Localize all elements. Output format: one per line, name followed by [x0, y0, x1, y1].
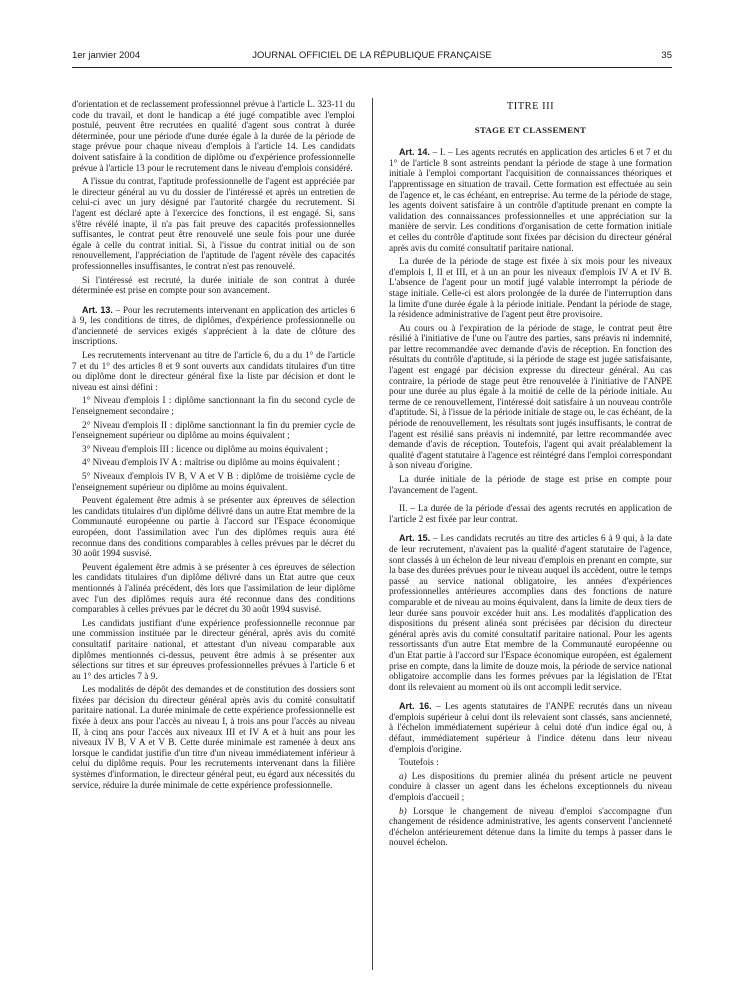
list-letter: b): [399, 806, 407, 817]
article-14-label: Art. 14.: [399, 147, 430, 158]
paragraph: Toutefois :: [399, 758, 439, 769]
page-header: [72, 50, 672, 64]
page-number: 35: [661, 50, 672, 61]
article-13: [72, 305, 355, 348]
section-title: TITRE III: [506, 101, 555, 112]
header-date: 1er janvier 2004: [72, 50, 141, 61]
paragraph: Peuvent également être admis à se présenter aux épreuves de sélection les candidats titulaires d'un diplôme délivré dans un autre Etat membre de la Communauté européenne ou partie à l'accord sur l'Espace économique européen, dont l'assimilation avec l'un des diplômes requis aura été reconnue dans des conditions comparables à celles prévues par le décret du 30 août 1994 susvisé.: [72, 496, 355, 560]
paragraph: Si l'intéressé est recruté, la durée initiale de son contrat à durée déterminée est prise en compte pour son avancement.: [72, 275, 355, 297]
list-item: 1° Niveau d'emplois I : diplôme sanctionnant la fin du second cycle de l'enseignement secondaire ;: [72, 396, 355, 418]
left-column: [72, 100, 355, 970]
article-15-label: Art. 15.: [399, 533, 431, 544]
paragraph: Les candidats justifiant d'une expérience professionnelle reconnue par une commission instituée par le directeur général, après avis du comité consultatif paritaire national, et attestant d'un niveau comparable aux diplômes mentionnés ci-dessus, peuvent être admis à se présenter aux sélections sur titres et sur épreuves professionnelles prévues à l'article 6 et au 1° des articles 7 à 9.: [72, 618, 355, 682]
article-16: [389, 701, 672, 755]
header-rule: [72, 67, 672, 68]
article-14: [389, 147, 672, 254]
list-item: 2° Niveau d'emplois II : diplôme sanctionnant la fin du premier cycle de l'enseignement supérieur ou diplôme au moins équivalent ;: [72, 420, 355, 442]
list-item-text: Les dispositions du premier alinéa du présent article ne peuvent conduire à classer un agent dans les échelons exceptionnels du niveau d'emplois d'accueil ;: [389, 771, 672, 804]
journal-title: JOURNAL OFFICIEL DE LA RÉPUBLIQUE FRANÇAISE: [252, 50, 492, 61]
paragraph: II. – La durée de la période d'essai des agents recrutés en application de l'article 2 est fixée par leur contrat.: [389, 504, 672, 525]
article-16-label: Art. 16.: [399, 701, 432, 712]
paragraph: A l'issue du contrat, l'aptitude professionnelle de l'agent est appréciée par le directeur général au vu du dossier de l'intéressé et après un entretien de celui-ci avec un jury désigné par l'autorité chargée du recrutement. Si l'agent est déclaré apte à l'exercice des fonctions, il est engagé. Si, sans s'être révélé inapte, il n'a pas fait preuve des capacités professionnelles suffisantes, le contrat peut être renouvelé une seule fois pour une durée égale à celle du contrat initial. Si, à l'issue du contrat initial ou de son renouvellement, l'appréciation de l'aptitude de l'agent révèle des capacités professionnelles insuffisantes, le contrat n'est pas renouvelé.: [72, 177, 355, 272]
list-item: 4° Niveau d'emplois IV A : maîtrise ou diplôme au moins équivalent ;: [82, 458, 340, 469]
right-column: [389, 100, 672, 970]
column-divider: [372, 98, 373, 970]
list-item: 5° Niveaux d'emplois IV B, V A et V B : diplôme de troisième cycle de l'enseignement supérieur ou diplôme au moins équivalent.: [72, 472, 355, 493]
list-item: [389, 807, 672, 849]
list-letter: a): [399, 771, 407, 782]
article-13-text: – Pour les recrutements intervenant en application des articles 6 à 9, les conditions de titres, de diplômes, d'expérience professionnelle ou d'ancienneté de services exigés s'apprécient à la date de clôture des inscriptions.: [72, 305, 355, 348]
list-item: [389, 772, 672, 804]
article-15: [389, 533, 672, 693]
list-item: 3° Niveau d'emplois III : licence ou diplôme au moins équivalent ;: [82, 444, 329, 455]
list-item-text: Lorsque le changement de niveau d'emploi s'accompagne d'un changement de résidence administrative, les agents conservent l'ancienneté d'échelon antérieurement détenue dans la limite du temps à passer dans le nouvel échelon.: [389, 806, 672, 849]
article-14-text: – I. – Les agents recrutés en application des articles 6 et 7 et du 1° de l'article 8 sont astreints pendant la période de stage à une formation initiale à l'emploi comportant l'acquisition de connaissances théoriques et l'apprentissage en situation de travail. Cette formation est effectuée au sein de l'agence et, le cas échéant, en entreprise. Au terme de la période de stage, les agents doivent satisfaire à un contrôle d'aptitude prenant en compte la validation des connaissances professionnelles et une appréciation sur la manière de servir. Les conditions d'organisation de cette formation initiale et celles du contrôle d'aptitude sont fixées par décision du directeur général après avis du comité consultatif paritaire national.: [389, 148, 672, 254]
paragraph: Les modalités de dépôt des demandes et de constitution des dossiers sont fixées par décision du directeur général après avis du comité consultatif paritaire national. La durée minimale de cette expérience professionnelle est fixée à deux ans pour l'accès au niveau I, à trois ans pour l'accès au niveau II, à cinq ans pour l'accès aux niveaux III et IV A et à huit ans pour les niveaux IV B, V A et V B. Cette durée minimale est ramenée à deux ans lorsque le candidat justifie d'un titre d'un niveau immédiatement inférieur à celui du diplôme requis. Pour les recrutements intervenant dans la filière systèmes d'information, le directeur général peut, eu égard aux nécessités du service, réduire la durée minimale de cette expérience professionnelle.: [72, 685, 355, 791]
paragraph: Peuvent également être admis à se présenter à ces épreuves de sélection les candidats titulaires d'un diplôme délivré dans un Etat autre que ceux mentionnés à l'alinéa précédent, dès lors que l'assimilation de leur diplôme avec l'un des diplômes requis aura été reconnue dans des conditions comparables à celles prévues par le décret du 30 août 1994 susvisé.: [72, 562, 355, 616]
paragraph: Au cours ou à l'expiration de la période de stage, le contrat peut être résilié à l'initiative de l'une ou l'autre des parties, sans préavis ni indemnité, par lettre recommandée avec demande d'avis de réception. En fonction des résultats du contrôle d'aptitude, si la période de stage est jugée satisfaisante, l'agent est engagé par décision expresse du directeur général. Au cas contraire, la période de stage peut être renouvelée à l'initiative de l'ANPE pour une durée au plus égale à la moitié de celle de la période initiale. Au terme de ce renouvellement, l'intéressé doit satisfaire à un nouveau contrôle d'aptitude. Si, à l'issue de la période initiale de stage ou, le cas échéant, de la période de renouvellement, les résultats sont jugés insuffisants, le contrat de l'agent est résilié sans préavis ni indemnité, par lettre recommandée avec demande d'avis de réception. Toutefois, l'agent qui avait préalablement la qualité d'agent statutaire à l'agence est réintégré dans l'emploi correspondant à son niveau d'origine.: [389, 323, 672, 472]
article-13-label: Art. 13.: [82, 304, 113, 315]
paragraph: d'orientation et de reclassement professionnel prévue à l'article L. 323-11 du code du travail, et dont le handicap a été jugé compatible avec l'emploi postulé, peuvent être recrutées en qualité d'agent sous contrat à durée déterminée, pour une période d'une durée égale à la durée de la période de stage prévue pour chaque niveau d'emplois à l'article 14. Les candidats doivent satisfaire à la condition de diplôme ou d'expérience professionnelle prévue à l'article 13 pour le recrutement dans le niveau d'emplois considéré.: [72, 100, 355, 174]
paragraph: La durée de la période de stage est fixée à six mois pour les niveaux d'emplois I, II et III, et à un an pour les niveaux d'emplois IV A et IV B. L'absence de l'agent pour un motif jugé valable interrompt la période de stage initiale. Celle-ci est alors prolongée de la durée de l'interruption dans la limite d'une durée égale à la période initiale. Pendant la période de stage, la résidence administrative de l'agent peut être provisoire.: [389, 257, 672, 321]
paragraph: Les recrutements intervenant au titre de l'article 6, du a du 1° de l'article 7 et du 1° des articles 8 et 9 sont ouverts aux candidats titulaires d'un titre ou diplôme dont le directeur général fixe la liste par décision et dont le niveau est ainsi défini :: [72, 351, 355, 393]
article-16-text: – Les agents statutaires de l'ANPE recrutés dans un niveau d'emplois supérieur à celui dont ils relevaient sont classés, sans ancienneté, à l'échelon immédiatement supérieur à celui doté d'un indice égal ou, à défaut, immédiatement supérieur à l'indice détenu dans leur niveau d'emplois d'origine.: [389, 702, 672, 755]
article-15-text: – Les candidats recrutés au titre des articles 6 à 9 qui, à la date de leur recrutement, n'avaient pas la qualité d'agent statutaire de l'agence, sont classés à un échelon de leur niveau d'emplois en prenant en compte, sur la base des durées prévues pour le niveau auquel ils accèdent, outre le temps passé au service national obligatoire, les années d'expériences professionnelles antérieures accomplies dans des fonctions de nature comparable et de niveau au moins équivalent, dans la limite de deux tiers de leur durée sans pouvoir excéder huit ans. Les modalités d'application des dispositions du présent alinéa sont précisées par décision du directeur général après avis du comité consultatif paritaire national. Pour les agents ressortissants d'un autre Etat membre de la Communauté européenne ou d'un Etat partie à l'accord sur l'Espace économique européen, est également prise en compte, dans la limite de douze mois, la période de service national obligatoire accomplie dans les formes prévues par la législation de l'Etat dont ils relevaient au moment où ils ont accompli ledit service.: [389, 534, 672, 693]
section-subtitle: STAGE ET CLASSEMENT: [474, 124, 587, 135]
paragraph: La durée initiale de la période de stage est prise en compte pour l'avancement de l'agent.: [389, 475, 672, 496]
